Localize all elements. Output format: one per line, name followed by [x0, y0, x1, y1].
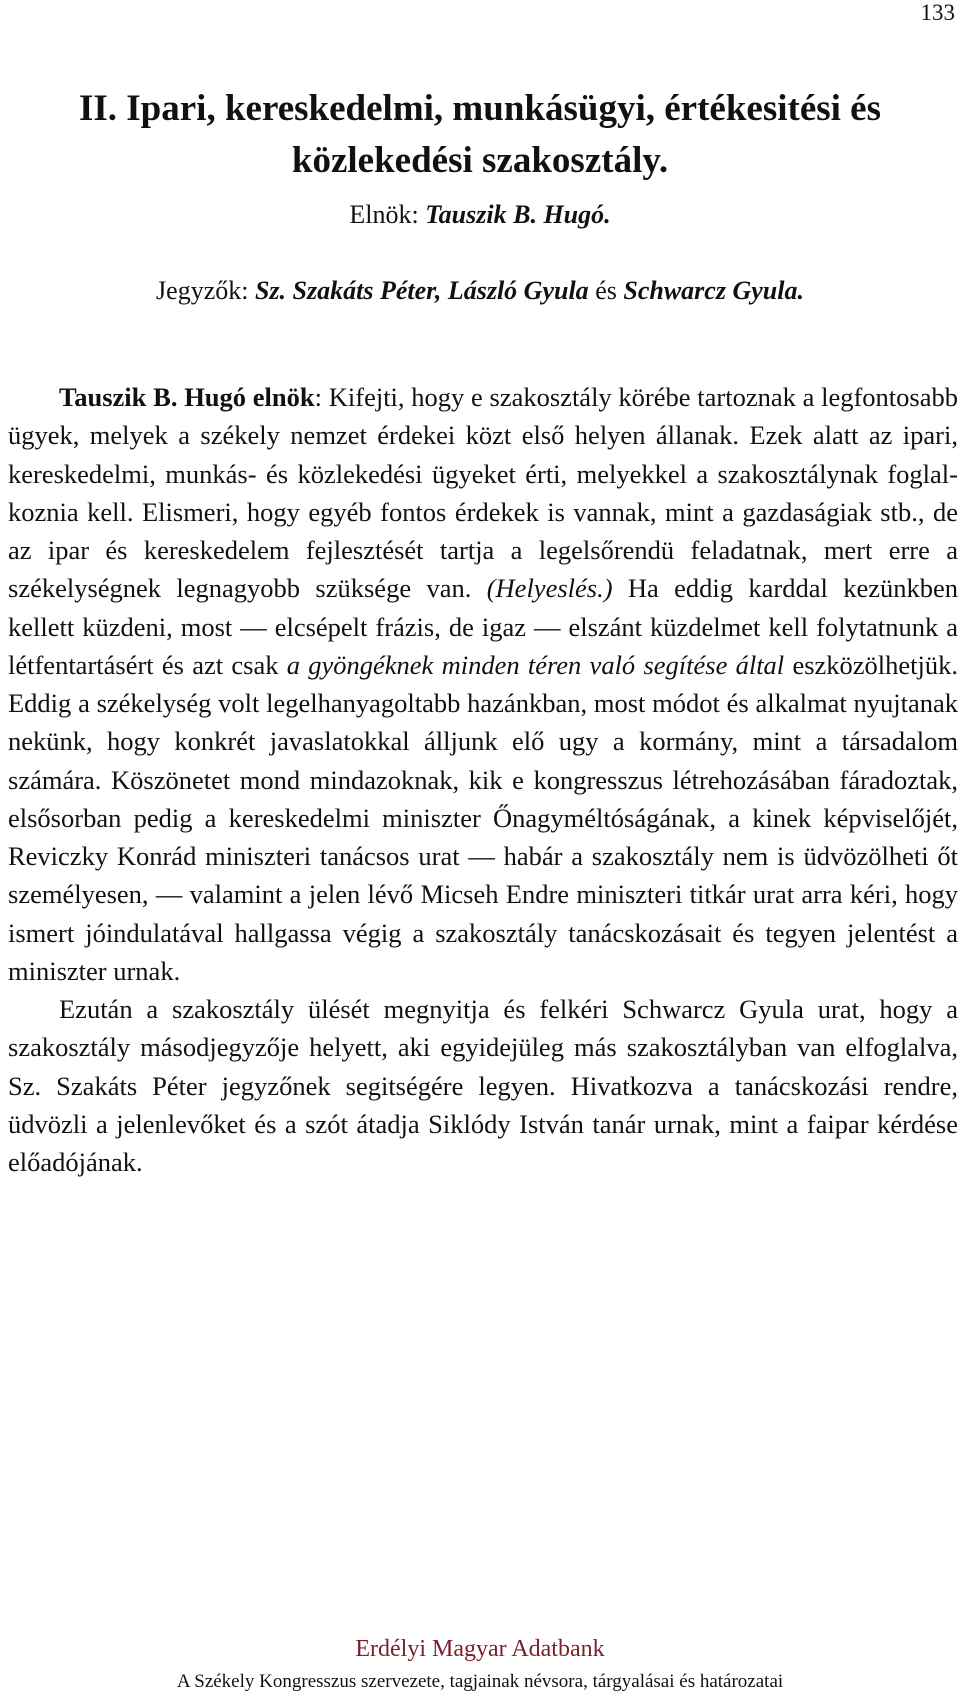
paragraph-1-part-a: : Kifejti, hogy e szakosztály körébe tartoznak a legfontosabb ügyek, melyek a székely nemzet érdekei közt első helyen állanak. Ezek alatt az ipari, kereskedelmi, munkás- és közlekedési ügyeket érti, melyekkel a szakosztálynak foglalkoznia kell. Elismeri, hogy egyéb fontos érdekek is vannak, mint a gazdaságiak stb., de az ipar és kereskedelem fejlesztését tartja a legelsőrendü feladatnak, mert erre a székelységnek legnagyobb szüksége van.: [8, 382, 958, 604]
paragraph-1-part-b: Ha eddig karddal kezünkben kellett küzdeni, most — elcsépelt frázis, de igaz — elszánt küzdelmet kell folytatnunk a létfentartásért és azt csak: [8, 573, 959, 680]
emphasized-phrase: a gyöngéknek minden téren való segítése által: [286, 649, 785, 680]
chair-name: Tauszik B. Hugó.: [425, 200, 611, 229]
footer-series-title: A Székely Kongresszus szervezete, tagjainak névsora, tárgyalásai és határozatai: [176, 1671, 784, 1692]
section-title: II. Ipari, kereskedelmi, munkásügyi, értékesitési és közlekedési szakosztály.: [78, 87, 881, 181]
notaries-names-1: Sz. Szakáts Péter, László Gyula: [254, 276, 589, 305]
paragraph-1: [8, 378, 958, 990]
notaries-names-2: Schwarcz Gyula.: [623, 276, 804, 305]
paragraph-1-part-c: eszközölhetjük. Eddig a székelység volt legelhanyagoltabb hazánkban, most módot és alkalmat nyujtanak nekünk, hogy konkrét javaslatokkal álljunk elő ugy a kormány, mint a társadalom számára. Köszönetet mond mindazoknak, kik e kongresszus létrehozásában fáradoztak, elsősorban pedig a kereskedelmi miniszter Őnagyméltóságának, a kinek képviselőjét, Reviczky Konrád miniszteri tanácsos urat — habár a szakosztály nem is üdvözölheti őt személyesen, — valamint a jelen lévő Micseh Endre miniszteri titkár urat arra kéri, hogy ismert jóindulatával hallgassa végig a szakosztály tanácskozásait és tegyen jelentést a miniszter urnak.: [8, 649, 959, 986]
notaries-label: Jegyzők:: [156, 276, 249, 305]
page-number: 133: [920, 0, 955, 25]
footer-source: Erdélyi Magyar Adatbank: [355, 1636, 605, 1662]
speaker-name: Tauszik B. Hugó elnök: [59, 382, 315, 412]
paragraph-2: Ezután a szakosztály ülését megnyitja és felkéri Schwarcz Gyula urat, hogy a szakosztály másodjegyzője helyett, aki egyidejüleg más szakosztályban van elfoglalva, Sz. Szakáts Péter jegyzőnek segitségére legyen. Hivatkozva a tanácskozási rendre, üdvözli a jelenlevőket és a szót átadja Siklódy István tanár urnak, mint a faipar kérdése előadójának.: [8, 994, 958, 1177]
chair-label: Elnök:: [349, 200, 419, 229]
body-text: [8, 378, 958, 1181]
chair-line: [0, 200, 960, 230]
audience-reaction: (Helyeslés.): [486, 573, 613, 604]
notaries-conjunction: és: [595, 276, 617, 305]
notaries-line: [0, 272, 960, 310]
